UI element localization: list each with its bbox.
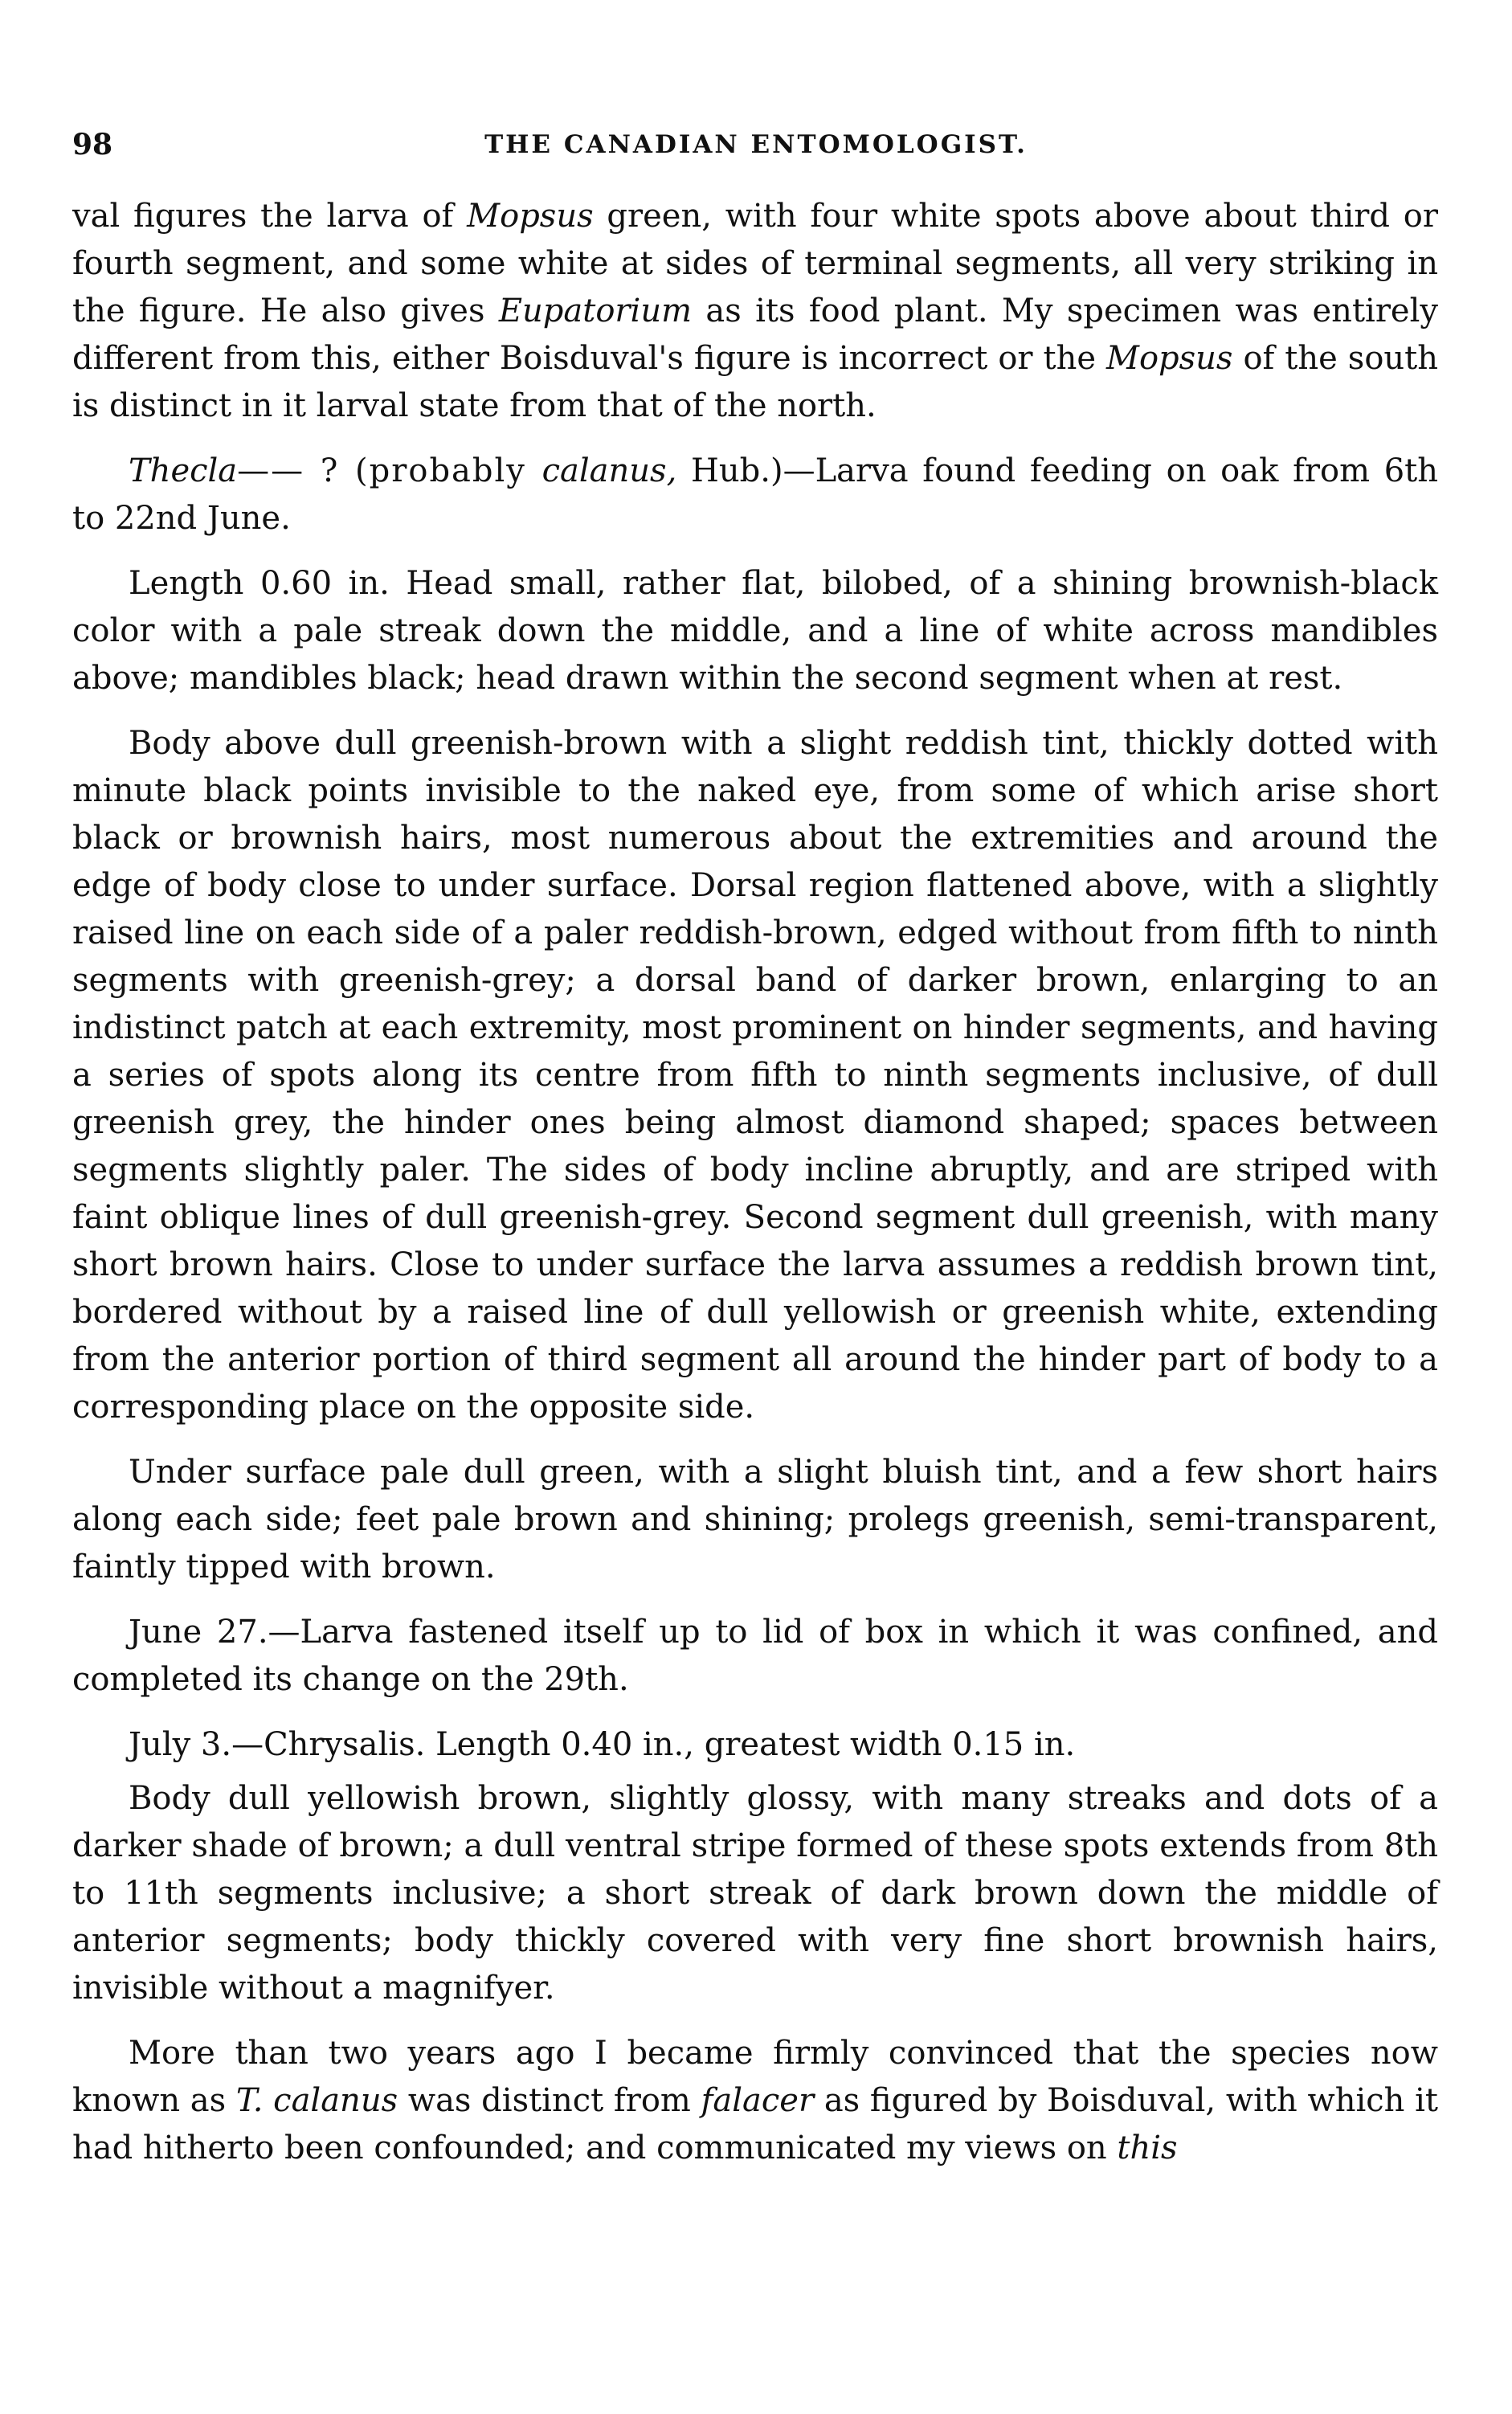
paragraph-chrysalis-body: Body dull yellowish brown, slightly glossy, with many streaks and dots of a darker shade of brown; a dull ventral stripe formed of these spots extends from 8th to 11th segments inclusive; a short streak of dark brown down the middle of anterior segments; body thickly covered with very fine short brownish hairs, invisible without a magnifyer.: [72, 1780, 1438, 2007]
paragraph-larva-head: Length 0.60 in. Head small, rather flat, bilobed, of a shining brownish-black color with a pale streak down the middle, and a line of white across mandibles above; mandibles black; head drawn within the second segment when at rest.: [72, 565, 1438, 697]
text-run: val figures the larva of: [72, 198, 468, 235]
species-name: T. calanus: [235, 2082, 398, 2119]
paragraph-july-3: July 3.—Chrysalis. Length 0.40 in., greatest width 0.15 in.: [129, 1726, 1076, 1763]
paragraph-mopsus-continued: [72, 193, 1438, 430]
species-name: Mopsus: [467, 198, 594, 235]
species-name: Mopsus: [1106, 340, 1233, 377]
text-run: Hub.)—Larva found feeding on oak from 6th to 22nd June.: [72, 452, 1439, 537]
paragraph-calanus-falacer: [72, 2030, 1438, 2172]
text-run: was distinct from: [398, 2082, 701, 2119]
species-name: falacer: [701, 2082, 815, 2119]
text-run: as figured by Boisduval, with which it had hitherto been confounded; and communicated my views on: [72, 2082, 1438, 2166]
text-run: of the south is distinct in it larval state from that of the north.: [72, 340, 1438, 424]
text-run: green, with four white spots above about third or fourth segment, and some white at sides of terminal segments, all very striking in the figure. He also gives: [72, 198, 1438, 329]
page-header: [72, 121, 1440, 169]
text-run-italic: this: [1117, 2130, 1178, 2166]
body-text: [72, 193, 1438, 2190]
text-run: More than two years ago I became firmly convinced that the species now known as: [72, 2035, 1438, 2119]
text-run: —— ? (probably: [237, 452, 542, 489]
genus-name: Thecla: [129, 452, 238, 489]
paragraph-june-27: June 27.—Larva fastened itself up to lid of box in which it was confined, and completed its change on the 29th.: [72, 1614, 1438, 1698]
page-number: 98: [72, 128, 113, 162]
running-title: THE CANADIAN ENTOMOLOGIST.: [484, 130, 1028, 159]
paragraph-thecla-intro: [72, 448, 1438, 542]
paragraph-larva-body: Body above dull greenish-brown with a slight reddish tint, thickly dotted with minute black points invisible to the naked eye, from some of which arise short black or brownish hairs, most numerous about the extremities and around the edge of body close to under surface. Dorsal region flattened above, with a slightly raised line on each side of a paler reddish-brown, edged without from fifth to ninth segments with greenish-grey; a dorsal band of darker brown, enlarging to an indistinct patch at each extremity, most prominent on hinder segments, and having a series of spots along its centre from fifth to ninth segments inclusive, of dull greenish grey, the hinder ones being almost diamond shaped; spaces between segments slightly paler. The sides of body incline abruptly, and are striped with faint oblique lines of dull greenish-grey. Second segment dull greenish, with many short brown hairs. Close to under surface the larva assumes a reddish brown tint, bordered without by a raised line of dull yellowish or greenish white, extending from the anterior portion of third segment all around the hinder part of body to a corresponding place on the opposite side.: [72, 725, 1438, 1426]
species-name: calanus,: [541, 452, 677, 489]
text-run: as its food plant. My specimen was entirely different from this, either Boisduval's figure is incorrect or the: [72, 293, 1438, 377]
plant-name: Eupatorium: [498, 293, 693, 329]
paragraph-under-surface: Under surface pale dull green, with a slight bluish tint, and a few short hairs along each side; feet pale brown and shining; prolegs greenish, semi-transparent, faintly tipped with brown.: [72, 1454, 1438, 1585]
